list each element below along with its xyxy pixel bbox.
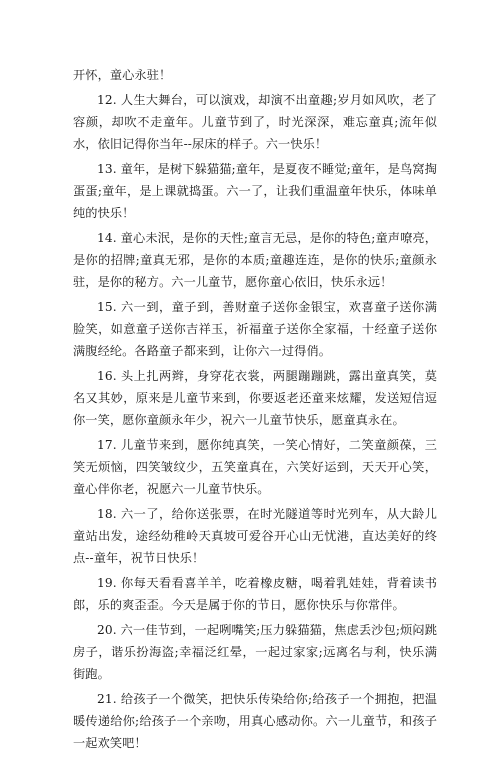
paragraph: 18. 六一了，给你送张票，在时光隧道等时光列车，从大龄儿童站出发，途经幼稚岭天真坡可爱谷开心山无忧港，直达美好的终点--童年，祝节日快乐！	[73, 507, 437, 565]
paragraph: 16. 头上扎两辫，身穿花衣裳，两腿蹦蹦跳，露出童真笑，莫名又其妙，原来是儿童节来到，你要返老还童来炫耀，发送短信逗你一笑，愿你童颜永年少，祝六一儿童节快乐，愿童真永在。	[73, 369, 437, 427]
paragraph: 15. 六一到，童子到，善财童子送你金银宝，欢喜童子送你满脸笑，如意童子送你吉祥玉，祈福童子送你全家福，十经童子送你满腹经纶。各路童子都来到，让你六一过得俏。	[73, 300, 437, 358]
paragraph: 20. 六一佳节到，一起咧嘴笑;压力躲猫猫，焦虑丢沙包;烦闷跳房子，谐乐扮海盗;幸福泛红晕，一起过家家;远离名与利，快乐满街跑。	[73, 623, 437, 681]
paragraph: 21. 给孩子一个微笑，把快乐传染给你;给孩子一个拥抱，把温暖传递给你;给孩子一个亲吻，用真心感动你。六一儿童节，和孩子一起欢笑吧！	[73, 692, 437, 750]
paragraph: 12. 人生大舞台，可以演戏，却演不出童趣;岁月如风吹，老了容颜，却吹不走童年。儿童节到了，时光深深，难忘童真;流年似水，依旧记得你当年--尿床的样子。六一快乐！	[73, 93, 437, 151]
paragraph: 开怀，童心永驻！	[73, 68, 172, 82]
paragraph: 19. 你每天看看喜羊羊，吃着橡皮糖，喝着乳娃娃，背着读书郎，乐的爽歪歪。今天是属于你的节日，愿你快乐与你常伴。	[73, 576, 437, 612]
paragraph: 13. 童年，是树下躲猫猫;童年，是夏夜不睡觉;童年，是鸟窝掏蛋蛋;童年，是上课就捣蛋。六一了，让我们重温童年快乐，体味单纯的快乐！	[73, 162, 437, 220]
paragraph: 17. 儿童节来到，愿你纯真笑，一笑心情好，二笑童颜葆，三笑无烦恼，四笑皱纹少，五笑童真在，六笑好运到，天天开心笑，童心伴你老，祝愿六一儿童节快乐。	[73, 438, 437, 496]
document-body	[73, 64, 437, 757]
paragraph: 14. 童心未泯，是你的天性;童言无忌，是你的特色;童声嘹亮，是你的招牌;童真无邪，是你的本质;童趣连连，是你的快乐;童颜永驻，是你的秘方。六一儿童节，愿你童心依旧，快乐永远！	[73, 231, 437, 289]
